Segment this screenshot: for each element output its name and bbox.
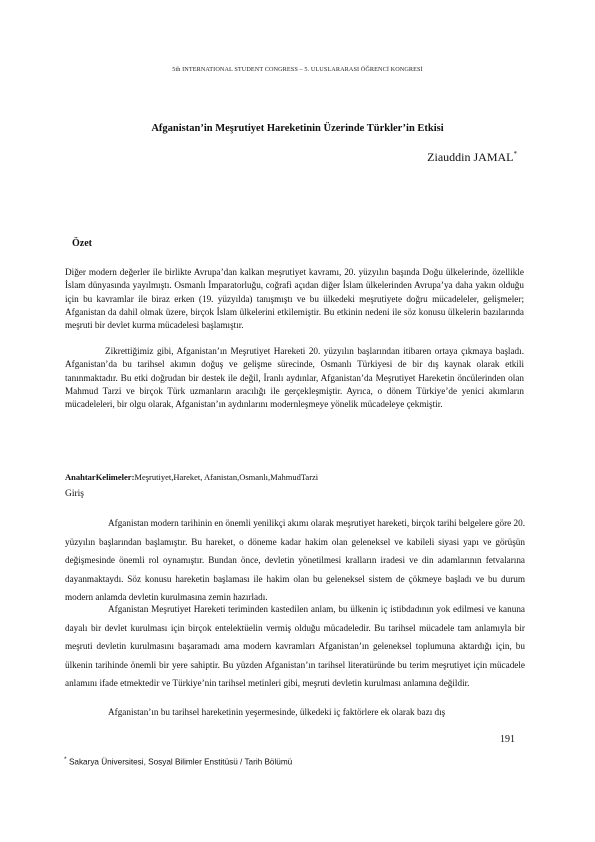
author-footnote-mark: * [513, 150, 517, 158]
footnote-mark: * [64, 756, 67, 763]
author [427, 150, 517, 165]
body-paragraph-1: Afganistan modern tarihinin en önemli yenilikçi akımı olarak meşrutiyet hareketi, birçok tarihi belgelere göre 20. yüzyılın başlarından başlamıştır. Bu hareket, o döneme kadar hakim olan geleneksel ve kabileli siyasi yapı ve görüşün değişmesinde önemli rol oynamıştır. Bundan önce, devletin yönetilmesi kralların iradesi ve din adamlarının fetvalarına dayanmaktaydı. Söz konusu hareketin başlaması ile hakim olan bu geleneksel sistem de çökmeye başladı ve bu durum modern anlamda devletin kurulmasına zemin hazırladı. [65, 518, 525, 602]
body-paragraph-2: Afganistan Meşrutiyet Hareketi teriminden kastedilen anlam, bu ülkenin iç istibdadının yok edilmesi ve kanuna dayalı bir devlet kurulması için birçok entelektüelin vermiş olduğu mücadeledir. Bu tarihsel mücadele tam anlamıyla bir meşruti devletin kurulmasını başaramadı ama modern kavramları Afganistan’ın geleneksel toplumuna aktardığı için, bu ülkenin tarihinde önemli bir yere sahiptir. Bu yüzden Afganistan’ın tarihsel literatüründe bu terim meşrutiyet için mücadele anlamını ifade etmektedir ve Türkiye’nin tarihsel metinleri gibi, meşruti devletin kurulması anlamına değildir. [65, 604, 525, 688]
abstract-heading: Özet [72, 238, 92, 249]
paper-title: Afganistan’in Meşrutiyet Hareketinin Üzerinde Türkler’in Etkisi [151, 123, 444, 134]
page-number: 191 [500, 734, 515, 745]
keywords-label: AnahtarKelimeler: [65, 472, 135, 482]
keywords [65, 472, 318, 482]
keywords-text: Meşrutiyet,Hareket, Afanistan,Osmanlı,MahmudTarzi [134, 472, 319, 482]
footnote [64, 756, 292, 767]
abstract-paragraph-2: Zikrettiğimiz gibi, Afganistan’ın Meşrutiyet Hareketi 20. yüzyılın başlarından itibaren ortaya çıkmaya başladı. Afganistan’da bu tarihsel akımın doğuş ve gelişme sürecinde, Osmanlı Türkiyesi de bir dış kaynak olarak etkili tanınmaktadır. Bu etki doğrudan bir destek ile değil, İranlı aydınlar, Afganistan’da Meşrutiyet Hareketin öncülerinden olan Mahmud Tarzi ve birçok Türk uzmanların aracılığı ile gerçekleşmiştir. Ayrıca, o dönem Türkiye’de yenici akımların mücadeleleri, bir olgu olarak, Afganistan’ın aydınlarını modernleşmeye yönelik mücadeleye çekmiştir. [65, 346, 524, 410]
section-heading: Giriş [65, 489, 84, 499]
footnote-text: Sakarya Üniversitesi, Sosyal Bilimler Enstitüsü / Tarih Bölümü [68, 757, 293, 767]
body-paragraph-3: Afganistan’ın bu tarihsel hareketinin yeşermesinde, ülkedeki iç faktörlere ek olarak bazı dış [108, 707, 446, 717]
abstract-paragraph-1: Diğer modern değerler ile birlikte Avrupa’dan kalkan meşrutiyet kavramı, 20. yüzyılın başında Doğu ülkelerinde, özellikle İslam dünyasında yayılmıştı. Osmanlı İmparatorluğu, coğrafi açıdan diğer İslam ülkelerinden Avrupa’ya daha yakın olduğu için bu kavramlar ile biraz erken (19. yüzyılda) tanışmıştı ve bu ülkedeki meşrutiyete doğru mücadeleler, gelişmeler; Afganistan da dahil olmak üzere, birçok İslam ülkelerini etkilemiştir. Bu etkinin nedeni ile söz konusu ülkelerin bazılarında meşruti bir devlet kurma mücadelesi başlamıştır. [65, 267, 524, 331]
running-header: 5th INTERNATIONAL STUDENT CONGRESS – 5. ULUSLARARASI ÖĞRENCİ KONGRESİ [172, 66, 423, 73]
author-name: Ziauddin JAMAL [427, 150, 514, 164]
